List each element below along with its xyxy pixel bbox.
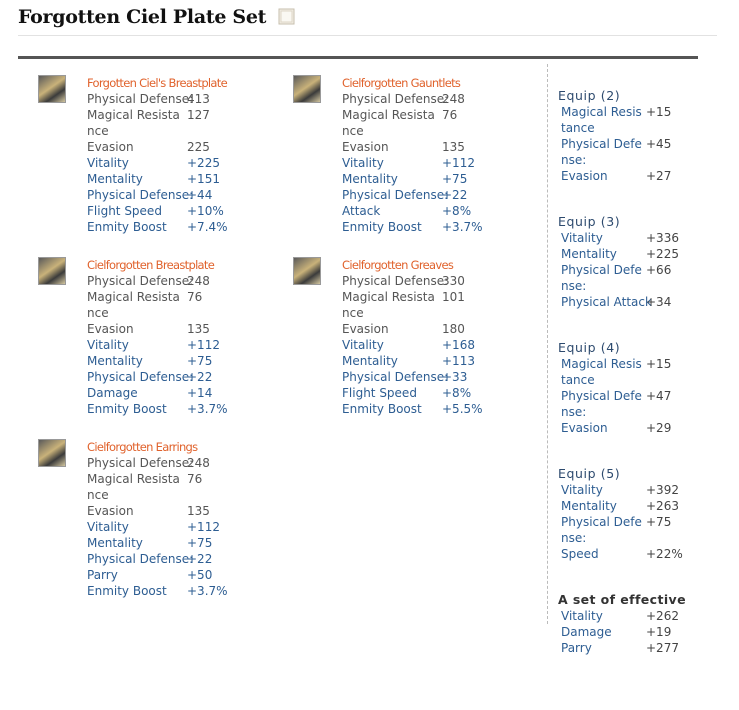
- stat-label: Evasion: [342, 322, 389, 336]
- set-bonus-row: [558, 482, 708, 498]
- set-bonus-value: +336: [646, 231, 679, 245]
- set-bonus-label: Mentality: [561, 499, 617, 513]
- stat-label: Magical Resistance: [87, 108, 180, 138]
- page-title: [18, 6, 295, 30]
- stat-row: [342, 91, 522, 107]
- set-bonus-label: Physical Defense:: [561, 263, 642, 293]
- set-bonus-value: +75: [646, 515, 672, 529]
- stat-label: Enmity Boost: [87, 584, 167, 598]
- stat-row: [342, 155, 522, 171]
- set-bonus-label: Mentality: [561, 247, 617, 261]
- set-bonus-label: Vitality: [561, 609, 603, 623]
- stat-value: +113: [442, 354, 475, 368]
- stat-label: Vitality: [87, 338, 129, 352]
- stat-label: Vitality: [342, 156, 384, 170]
- set-bonus-divider: [547, 64, 548, 624]
- stat-row: [87, 455, 267, 471]
- stat-row: [87, 155, 267, 171]
- stat-label: Physical Defense:: [87, 456, 194, 470]
- stat-value: 101: [442, 290, 465, 304]
- stat-row: [87, 91, 267, 107]
- set-bonus-value: +22%: [646, 547, 683, 561]
- item-stats: [87, 91, 267, 235]
- set-bonus-heading: Equip (2): [558, 88, 621, 103]
- stat-row: [87, 583, 267, 599]
- set-bonus-label: Damage: [561, 625, 612, 639]
- stat-label: Flight Speed: [87, 204, 162, 218]
- set-bonus-heading: A set of effective: [558, 592, 686, 607]
- stat-label: Physical Defense:: [342, 188, 449, 202]
- set-bonus-row: [558, 356, 708, 388]
- stat-label: Physical Defense:: [87, 552, 194, 566]
- set-bonus-value: +45: [646, 137, 672, 151]
- stat-label: Evasion: [87, 322, 134, 336]
- set-bonus-row: [558, 514, 708, 546]
- stat-row: [87, 171, 267, 187]
- set-bonus-label: Physical Defense:: [561, 389, 642, 419]
- stat-label: Enmity Boost: [342, 402, 422, 416]
- stat-row: [342, 107, 522, 139]
- stat-row: [87, 503, 267, 519]
- set-bonus-label: Physical Defense:: [561, 137, 642, 167]
- stat-row: [87, 519, 267, 535]
- stat-value: +225: [187, 156, 220, 170]
- stat-value: +168: [442, 338, 475, 352]
- stat-label: Physical Defense:: [87, 370, 194, 384]
- stat-label: Physical Defense:: [342, 274, 449, 288]
- set-bonus-row: [558, 294, 708, 310]
- stat-label: Physical Defense:: [342, 370, 449, 384]
- item-stats: [87, 455, 267, 599]
- set-bonus-heading: Equip (5): [558, 466, 621, 481]
- shoulderguard-icon[interactable]: [38, 257, 66, 285]
- stat-value: +3.7%: [442, 220, 483, 234]
- item-stats: [87, 273, 267, 417]
- item-name[interactable]: Cielforgotten Gauntlets: [342, 76, 461, 90]
- set-bonus-label: Physical Defense:: [561, 515, 642, 545]
- stat-row: [87, 471, 267, 503]
- stat-label: Vitality: [87, 156, 129, 170]
- stat-label: Enmity Boost: [87, 402, 167, 416]
- stat-value: 135: [187, 504, 210, 518]
- stat-label: Enmity Boost: [342, 220, 422, 234]
- set-bonus-value: +34: [646, 295, 672, 309]
- set-bonus-value: +27: [646, 169, 672, 183]
- stat-row: [87, 139, 267, 155]
- set-bonus-row: [558, 104, 708, 136]
- item-name[interactable]: Cielforgotten Greaves: [342, 258, 454, 272]
- stat-value: +151: [187, 172, 220, 186]
- stat-label: Evasion: [87, 504, 134, 518]
- stat-label: Mentality: [342, 354, 398, 368]
- stat-value: +33: [442, 370, 468, 384]
- stat-label: Magical Resistance: [87, 290, 180, 320]
- stat-value: +50: [187, 568, 213, 582]
- stat-row: [87, 551, 267, 567]
- stat-row: [87, 273, 267, 289]
- set-bonus-equip-5: [558, 466, 708, 562]
- stat-row: [342, 353, 522, 369]
- stat-value: +44: [187, 188, 213, 202]
- set-bonus-label: Physical Attack: [561, 295, 652, 309]
- earrings-icon[interactable]: [38, 439, 66, 467]
- stat-value: 248: [187, 274, 210, 288]
- stat-row: [87, 385, 267, 401]
- stat-value: 330: [442, 274, 465, 288]
- stat-row: [87, 107, 267, 139]
- set-bonus-row: [558, 546, 708, 562]
- item-stats: [342, 273, 522, 417]
- gauntlets-icon[interactable]: [293, 75, 321, 103]
- stat-row: [87, 353, 267, 369]
- set-bonus-value: +225: [646, 247, 679, 261]
- item-stats: [342, 91, 522, 235]
- set-bonus-value: +66: [646, 263, 672, 277]
- stat-row: [87, 289, 267, 321]
- stat-row: [87, 567, 267, 583]
- stat-label: Parry: [87, 568, 118, 582]
- stat-label: Flight Speed: [342, 386, 417, 400]
- stat-value: 135: [187, 322, 210, 336]
- stat-value: +22: [187, 370, 213, 384]
- set-bonus-row: [558, 230, 708, 246]
- stat-row: [342, 401, 522, 417]
- stat-value: 76: [442, 108, 458, 122]
- set-bonus-label: Magical Resistance: [561, 357, 642, 387]
- set-bonus-row: [558, 136, 708, 168]
- stat-label: Magical Resistance: [87, 472, 180, 502]
- stat-row: [342, 187, 522, 203]
- stat-value: +3.7%: [187, 402, 228, 416]
- set-bonus-label: Vitality: [561, 483, 603, 497]
- stat-label: Mentality: [87, 536, 143, 550]
- stat-value: 413: [187, 92, 210, 106]
- stat-label: Vitality: [342, 338, 384, 352]
- stat-label: Magical Resistance: [342, 108, 435, 138]
- set-bonus-value: +392: [646, 483, 679, 497]
- stat-label: Mentality: [87, 172, 143, 186]
- item-name[interactable]: Forgotten Ciel's Breastplate: [87, 76, 227, 90]
- set-bonus-row: [558, 168, 708, 184]
- set-bonus-label: Parry: [561, 641, 592, 655]
- stat-label: Evasion: [87, 140, 134, 154]
- stat-row: [87, 337, 267, 353]
- set-bonus-value: +29: [646, 421, 672, 435]
- stat-label: Vitality: [87, 520, 129, 534]
- stat-row: [87, 219, 267, 235]
- stat-row: [342, 139, 522, 155]
- section-divider: [18, 56, 698, 59]
- stat-value: +5.5%: [442, 402, 483, 416]
- stat-row: [342, 171, 522, 187]
- stat-row: [342, 385, 522, 401]
- set-bonus-value: +15: [646, 357, 672, 371]
- set-bonus-row: [558, 246, 708, 262]
- title-underline: [18, 35, 717, 36]
- stat-row: [342, 289, 522, 321]
- greaves-icon[interactable]: [293, 257, 321, 285]
- stat-value: 76: [187, 472, 203, 486]
- stat-value: +7.4%: [187, 220, 228, 234]
- book-icon: [278, 8, 295, 30]
- stat-value: +75: [187, 536, 213, 550]
- set-bonus-label: Evasion: [561, 421, 608, 435]
- stat-row: [87, 369, 267, 385]
- stat-label: Enmity Boost: [87, 220, 167, 234]
- stat-value: +8%: [442, 204, 472, 218]
- stat-row: [87, 187, 267, 203]
- stat-value: 135: [442, 140, 465, 154]
- stat-value: 180: [442, 322, 465, 336]
- set-bonus-full-set: [558, 592, 708, 656]
- set-bonus-row: [558, 640, 708, 656]
- set-bonus-value: +47: [646, 389, 672, 403]
- set-bonus-label: Vitality: [561, 231, 603, 245]
- stat-row: [342, 369, 522, 385]
- stat-value: +8%: [442, 386, 472, 400]
- stat-label: Physical Defense:: [87, 92, 194, 106]
- set-bonus-row: [558, 420, 708, 436]
- stat-row: [342, 203, 522, 219]
- stat-row: [87, 321, 267, 337]
- breastplate-icon[interactable]: [38, 75, 66, 103]
- stat-value: +10%: [187, 204, 224, 218]
- set-bonus-row: [558, 498, 708, 514]
- set-bonus-heading: Equip (4): [558, 340, 621, 355]
- stat-label: Mentality: [342, 172, 398, 186]
- set-bonus-row: [558, 262, 708, 294]
- set-bonus-value: +262: [646, 609, 679, 623]
- stat-value: 248: [187, 456, 210, 470]
- stat-value: +22: [442, 188, 468, 202]
- stat-value: +3.7%: [187, 584, 228, 598]
- set-bonus-row: [558, 624, 708, 640]
- stat-row: [342, 337, 522, 353]
- set-bonus-heading: Equip (3): [558, 214, 621, 229]
- set-bonus-label: Magical Resistance: [561, 105, 642, 135]
- stat-label: Physical Defense:: [87, 188, 194, 202]
- set-bonus-label: Evasion: [561, 169, 608, 183]
- stat-value: 76: [187, 290, 203, 304]
- stat-value: 248: [442, 92, 465, 106]
- item-name[interactable]: Cielforgotten Earrings: [87, 440, 198, 454]
- set-bonus-row: [558, 608, 708, 624]
- stat-value: +112: [187, 520, 220, 534]
- stat-value: +75: [442, 172, 468, 186]
- set-bonus-value: +15: [646, 105, 672, 119]
- stat-row: [342, 321, 522, 337]
- set-bonus-row: [558, 388, 708, 420]
- set-bonus-value: +263: [646, 499, 679, 513]
- set-bonus-equip-2: [558, 88, 708, 184]
- stat-value: 127: [187, 108, 210, 122]
- stat-row: [342, 219, 522, 235]
- set-bonus-label: Speed: [561, 547, 599, 561]
- page-title-text: Forgotten Ciel Plate Set: [18, 6, 267, 28]
- stat-row: [87, 203, 267, 219]
- stat-value: +22: [187, 552, 213, 566]
- stat-row: [87, 401, 267, 417]
- stat-value: 225: [187, 140, 210, 154]
- set-bonus-value: +19: [646, 625, 672, 639]
- stat-label: Evasion: [342, 140, 389, 154]
- stat-label: Physical Defense:: [342, 92, 449, 106]
- stat-value: +112: [442, 156, 475, 170]
- stat-label: Mentality: [87, 354, 143, 368]
- set-bonus-equip-4: [558, 340, 708, 436]
- stat-label: Damage: [87, 386, 138, 400]
- stat-label: Attack: [342, 204, 381, 218]
- stat-row: [342, 273, 522, 289]
- stat-label: Physical Defense:: [87, 274, 194, 288]
- set-bonus-equip-3: [558, 214, 708, 310]
- stat-label: Magical Resistance: [342, 290, 435, 320]
- stat-value: +75: [187, 354, 213, 368]
- stat-value: +14: [187, 386, 213, 400]
- set-bonus-value: +277: [646, 641, 679, 655]
- stat-value: +112: [187, 338, 220, 352]
- stat-row: [87, 535, 267, 551]
- item-name[interactable]: Cielforgotten Breastplate: [87, 258, 215, 272]
